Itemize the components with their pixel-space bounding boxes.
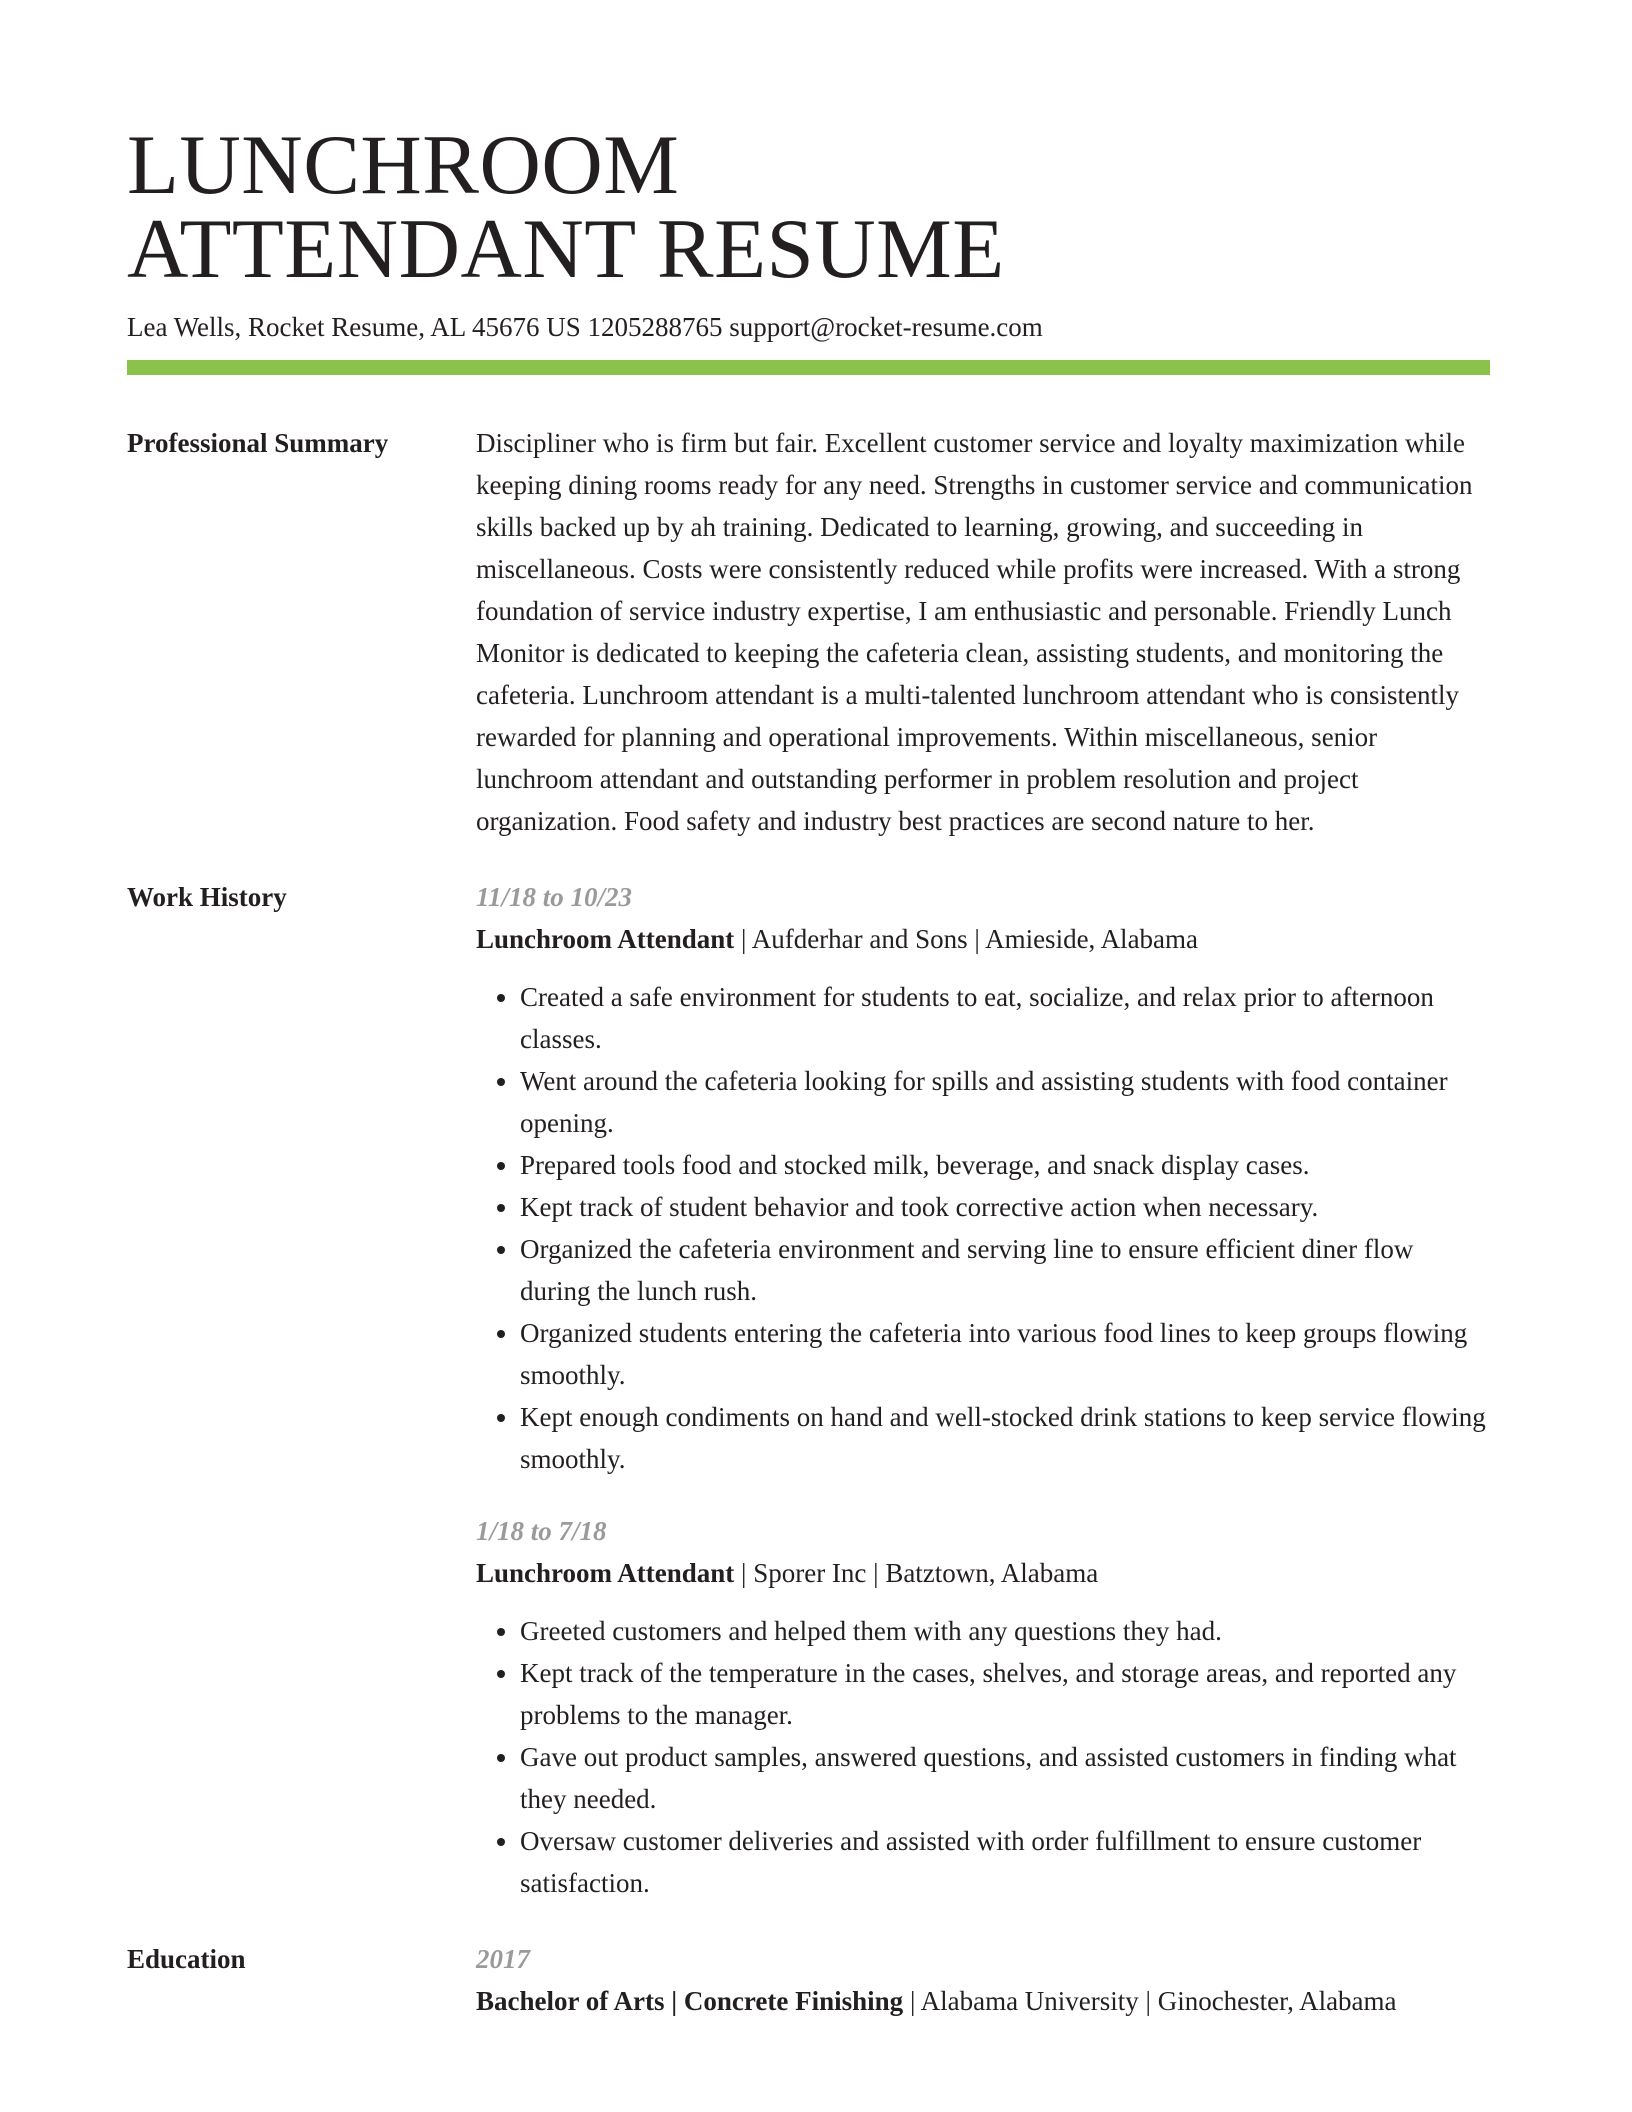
resume-title bbox=[127, 0, 1490, 296]
education-details: | Alabama University | Ginochester, Alabama bbox=[903, 1986, 1397, 2016]
summary-label: Professional Summary bbox=[127, 428, 389, 458]
list-item: • Kept track of student behavior and took corrective action when necessary. bbox=[520, 1186, 1490, 1228]
list-item: • Oversaw customer deliveries and assisted with order fulfillment to ensure customer satisfaction. bbox=[520, 1820, 1490, 1904]
list-item: • Gave out product samples, answered questions, and assisted customers in finding what they needed. bbox=[520, 1736, 1490, 1820]
list-item: • Organized students entering the cafeteria into various food lines to keep groups flowing smoothly. bbox=[520, 1312, 1490, 1396]
list-item: • Created a safe environment for students to eat, socialize, and relax prior to afternoon classes. bbox=[520, 976, 1490, 1060]
job-details: | Sporer Inc | Batztown, Alabama bbox=[734, 1558, 1099, 1588]
summary-text: Discipliner who is firm but fair. Excellent customer service and loyalty maximization while keeping dining rooms ready for any need. Strengths in customer service and communication skills backed up by ah training. Dedicated to learning, growing, and succeeding in miscellaneous. Costs were consistently reduced while profits were increased. With a strong foundation of service industry expertise, I am enthusiastic and personable. Friendly Lunch Monitor is dedicated to keeping the cafeteria clean, assisting students, and monitoring the cafeteria. Lunchroom attendant is a multi-talented lunchroom attendant who is consistently rewarded for planning and operational improvements. Within miscellaneous, senior lunchroom attendant and outstanding performer in problem resolution and project organization. Food safety and industry best practices are second nature to her. bbox=[476, 428, 1473, 836]
title-line-1: LUNCHROOM bbox=[127, 118, 680, 212]
contact-line: Lea Wells, Rocket Resume, AL 45676 US 1205288765 support@rocket-resume.com bbox=[127, 312, 1043, 342]
job-title: Lunchroom Attendant bbox=[476, 1558, 735, 1588]
work-history-label: Work History bbox=[127, 882, 287, 912]
work-history-body bbox=[476, 876, 1490, 1904]
job-dates: 1/18 to 7/18 bbox=[476, 1516, 607, 1546]
work-history-section bbox=[127, 876, 1490, 1904]
job-details: | Aufderhar and Sons | Amieside, Alabama bbox=[734, 924, 1199, 954]
list-item: • Kept enough condiments on hand and well-stocked drink stations to keep service flowing smoothly. bbox=[520, 1396, 1490, 1480]
title-line-2: ATTENDANT RESUME bbox=[127, 202, 1005, 296]
education-body bbox=[476, 1938, 1490, 2022]
list-item: • Kept track of the temperature in the cases, shelves, and storage areas, and reported any problems to the manager. bbox=[520, 1652, 1490, 1736]
job-title: Lunchroom Attendant bbox=[476, 924, 735, 954]
job-entry bbox=[476, 876, 1490, 1480]
degree-title: Bachelor of Arts | Concrete Finishing bbox=[476, 1986, 904, 2016]
list-item: • Organized the cafeteria environment and serving line to ensure efficient diner flow during the lunch rush. bbox=[520, 1228, 1490, 1312]
job-bullets bbox=[476, 1610, 1490, 1904]
job-heading bbox=[476, 1552, 1490, 1594]
education-section bbox=[127, 1938, 1490, 2022]
job-heading bbox=[476, 918, 1490, 960]
education-year: 2017 bbox=[476, 1944, 530, 1974]
job-entry bbox=[476, 1510, 1490, 1904]
job-dates: 11/18 to 10/23 bbox=[476, 882, 633, 912]
list-item: • Went around the cafeteria looking for spills and assisting students with food container opening. bbox=[520, 1060, 1490, 1144]
accent-divider bbox=[127, 360, 1490, 375]
summary-section bbox=[127, 422, 1490, 842]
education-label: Education bbox=[127, 1944, 246, 1974]
job-bullets bbox=[476, 976, 1490, 1480]
education-heading bbox=[476, 1980, 1490, 2022]
list-item: • Greeted customers and helped them with any questions they had. bbox=[520, 1610, 1490, 1652]
list-item: • Prepared tools food and stocked milk, beverage, and snack display cases. bbox=[520, 1144, 1490, 1186]
